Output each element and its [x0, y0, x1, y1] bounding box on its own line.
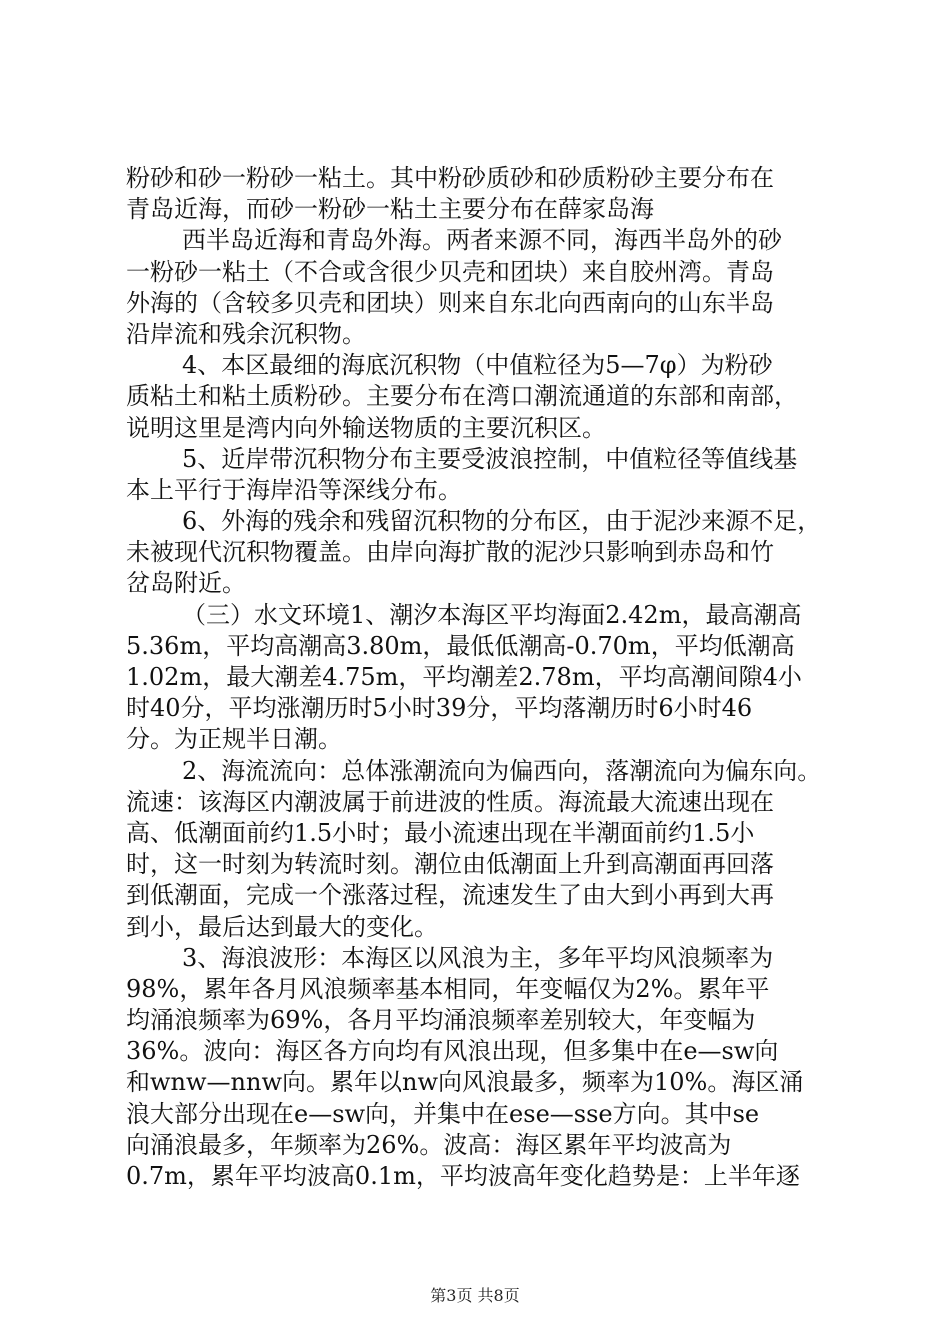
text-line: 外海的（含较多贝壳和团块）则来自东北向西南向的山东半岛	[126, 288, 774, 317]
text-line: 沿岸流和残余沉积物。	[126, 319, 366, 348]
text-line: 到小，最后达到最大的变化。	[126, 912, 438, 941]
text-line: 向涌浪最多，年频率为26%。波高：海区累年平均波高为	[126, 1130, 732, 1159]
text-line: 西半岛近海和青岛外海。两者来源不同，海西半岛外的砂	[182, 226, 782, 255]
document-body	[126, 163, 838, 1192]
text-line: 1.02m，最大潮差4.75m，平均潮差2.78m，平均高潮间隙4小	[126, 663, 802, 691]
text-line: 流速：该海区内潮波属于前进波的性质。海流最大流速出现在	[126, 787, 774, 816]
text-line: 5.36m，平均高潮高3.80m，最低低潮高-0.70m，平均低潮高	[126, 631, 795, 660]
text-line: 4、本区最细的海底沉积物（中值粒径为5—7φ）为粉砂	[182, 351, 773, 380]
text-line: 粉砂和砂一粉砂一粘土。其中粉砂质砂和砂质粉砂主要分布在	[126, 164, 774, 192]
text-line: 未被现代沉积物覆盖。由岸向海扩散的泥沙只影响到赤岛和竹	[126, 538, 774, 567]
text-line: 和wnw—nnw向。累年以nw向风浪最多，频率为10%。海区涌	[126, 1068, 804, 1097]
text-line: 2、海流流向：总体涨潮流向为偏西向，落潮流向为偏东向。	[182, 756, 822, 785]
text-line: 到低潮面，完成一个涨落过程，流速发生了由大到小再到大再	[126, 881, 774, 910]
text-line: 36%。波向：海区各方向均有风浪出现，但多集中在e—sw向	[126, 1037, 779, 1066]
text-line: 高、低潮面前约1.5小时；最小流速出现在半潮面前约1.5小	[126, 818, 755, 847]
page-footer: 第3页 共8页	[430, 1286, 520, 1305]
text-line: 说明这里是湾内向外输送物质的主要沉积区。	[126, 413, 606, 442]
text-line: 时，这一时刻为转流时刻。潮位由低潮面上升到高潮面再回落	[126, 850, 774, 879]
text-line: 3、海浪波形：本海区以风浪为主，多年平均风浪频率为	[182, 943, 774, 972]
text-line: 本上平行于海岸沿等深线分布。	[126, 475, 462, 504]
text-line: 一粉砂一粘土（不合或含很少贝壳和团块）来自胶州湾。青岛	[126, 257, 774, 286]
text-line: 质粘土和粘土质粉砂。主要分布在湾口潮流通道的东部和南部，	[126, 382, 798, 411]
text-line: 98%，累年各月风浪频率基本相同，年变幅仅为2%。累年平	[126, 974, 770, 1003]
text-line: 岔岛附近。	[126, 569, 246, 598]
text-line: 0.7m，累年平均波高0.1m，平均波高年变化趋势是：上半年逐	[126, 1162, 800, 1190]
text-line: 分。为正规半日潮。	[126, 725, 342, 754]
text-line: 青岛近海，而砂一粉砂一粘土主要分布在薛家岛海	[126, 195, 654, 224]
text-line: 时40分，平均涨潮历时5小时39分，平均落潮历时6小时46	[126, 694, 753, 723]
text-line: 浪大部分出现在e—sw向，并集中在ese—sse方向。其中se	[126, 1099, 760, 1128]
text-line: 均涌浪频率为69%，各月平均涌浪频率差别较大，年变幅为	[126, 1006, 756, 1035]
text-line: 5、近岸带沉积物分布主要受波浪控制，中值粒径等值线基	[182, 444, 798, 473]
text-line: 6、外海的残余和残留沉积物的分布区，由于泥沙来源不足，	[182, 507, 822, 536]
text-line: （三）水文环境1、潮汐本海区平均海面2.42m，最高潮高	[182, 600, 802, 629]
